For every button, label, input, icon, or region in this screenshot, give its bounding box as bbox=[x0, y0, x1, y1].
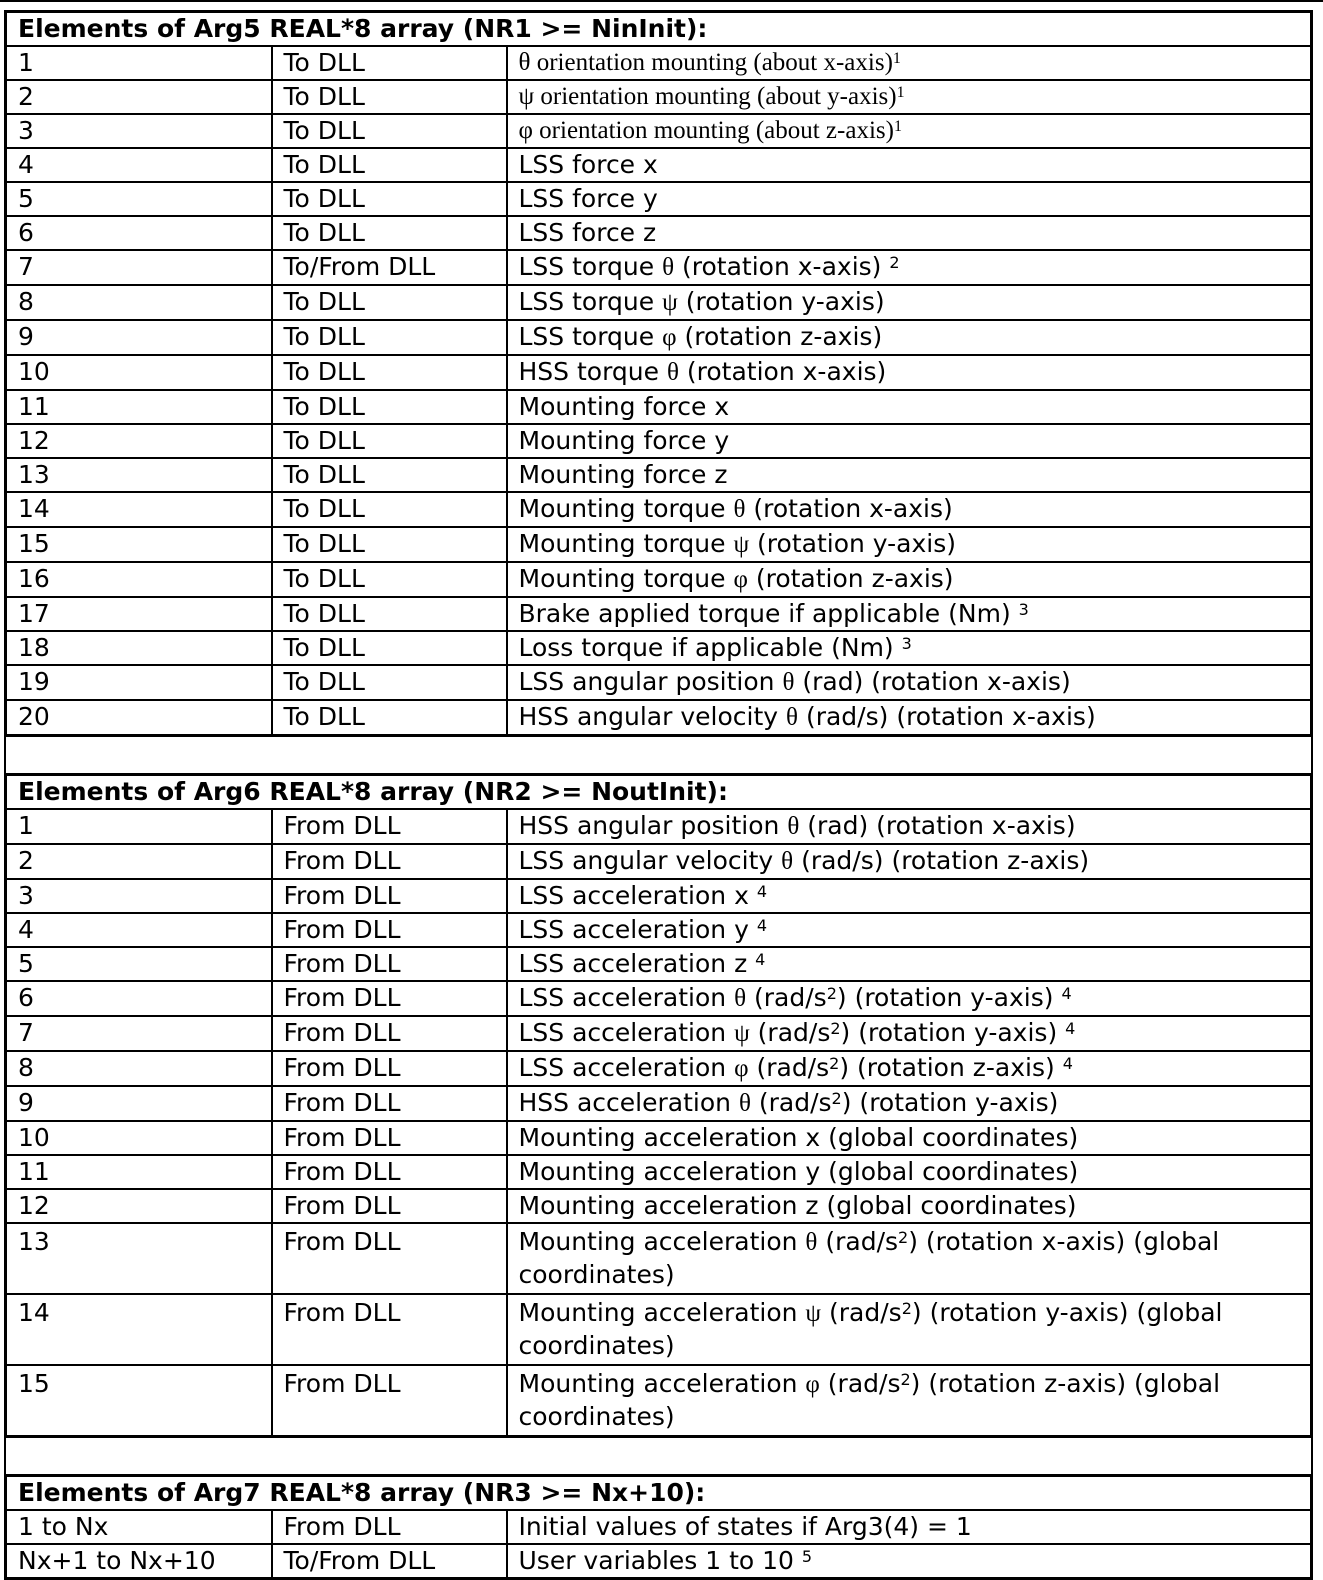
description-text: Mounting torque bbox=[518, 529, 734, 558]
description-text: ) (rotation y-axis) bbox=[841, 1088, 1059, 1117]
description-text: φ orientation mounting (about z-axis) bbox=[518, 117, 894, 144]
footnote-superscript: 2 bbox=[829, 1054, 840, 1073]
cell-direction: From DLL bbox=[272, 913, 507, 947]
description-text: LSS acceleration x bbox=[518, 881, 757, 910]
description-text: ) (rotation y-axis) bbox=[836, 983, 1062, 1012]
table-row bbox=[6, 1086, 1312, 1121]
description-text: ψ orientation mounting (about y-axis) bbox=[518, 83, 897, 110]
cell-direction: To DLL bbox=[272, 390, 507, 424]
description-text: LSS acceleration z bbox=[518, 949, 756, 978]
cell-description bbox=[507, 80, 1312, 114]
description-text: (rotation y-axis) bbox=[749, 529, 957, 558]
cell-description bbox=[507, 809, 1312, 844]
cell-description bbox=[507, 665, 1312, 700]
description-text: ) (rotation x-axis) (global coordinates) bbox=[518, 1227, 1220, 1289]
table-gap bbox=[4, 1438, 1313, 1474]
description-text: (rad) (rotation x-axis) bbox=[794, 667, 1071, 696]
cell-element-index: 3 bbox=[6, 879, 272, 913]
cell-direction: To DLL bbox=[272, 320, 507, 355]
description-text: HSS angular velocity bbox=[518, 702, 787, 731]
table-row bbox=[6, 1155, 1312, 1189]
cell-direction: To/From DLL bbox=[272, 250, 507, 285]
description-text: (rad/s bbox=[821, 1298, 902, 1327]
document bbox=[4, 10, 1313, 1580]
table-row bbox=[6, 1510, 1312, 1544]
top-edge-rule bbox=[0, 0, 1323, 2]
description-text: (rotation z-axis) bbox=[747, 564, 954, 593]
cell-description bbox=[507, 355, 1312, 390]
cell-element-index: 5 bbox=[6, 182, 272, 216]
table-row bbox=[6, 1189, 1312, 1223]
cell-direction: From DLL bbox=[272, 809, 507, 844]
description-text: Loss torque if applicable (Nm) bbox=[518, 633, 902, 662]
description-text: LSS torque bbox=[518, 322, 663, 351]
cell-direction: To DLL bbox=[272, 285, 507, 320]
description-text: (rad/s bbox=[746, 983, 827, 1012]
cell-direction: From DLL bbox=[272, 1189, 507, 1223]
table-row bbox=[6, 631, 1312, 665]
table-title: Elements of Arg7 REAL*8 array (NR3 >= Nx+10): bbox=[6, 1476, 1312, 1511]
description-text: LSS angular velocity bbox=[518, 846, 782, 875]
table-title: Elements of Arg6 REAL*8 array (NR2 >= NoutInit): bbox=[6, 775, 1312, 810]
cell-element-index: 13 bbox=[6, 1223, 272, 1294]
cell-element-index: 15 bbox=[6, 527, 272, 562]
cell-direction: To DLL bbox=[272, 527, 507, 562]
cell-direction: From DLL bbox=[272, 981, 507, 1016]
table-row bbox=[6, 1223, 1312, 1294]
cell-direction: To DLL bbox=[272, 424, 507, 458]
cell-direction: To DLL bbox=[272, 597, 507, 631]
description-text: (rad/s bbox=[750, 1088, 832, 1117]
cell-element-index: 14 bbox=[6, 492, 272, 527]
cell-element-index: 8 bbox=[6, 1051, 272, 1086]
cell-description bbox=[507, 1510, 1312, 1544]
cell-description bbox=[507, 981, 1312, 1016]
cell-description bbox=[507, 879, 1312, 913]
cell-description bbox=[507, 1544, 1312, 1579]
cell-direction: From DLL bbox=[272, 1510, 507, 1544]
table-title-row bbox=[6, 12, 1312, 47]
cell-direction: From DLL bbox=[272, 1121, 507, 1155]
greek-letter: θ bbox=[782, 669, 795, 696]
cell-description bbox=[507, 562, 1312, 597]
description-text: Mounting acceleration y (global coordinates) bbox=[518, 1157, 1079, 1186]
table-row bbox=[6, 320, 1312, 355]
cell-description bbox=[507, 1051, 1312, 1086]
description-text: (rad/s bbox=[817, 1227, 899, 1256]
table-row bbox=[6, 947, 1312, 981]
cell-description bbox=[507, 1365, 1312, 1437]
description-text: (rotation z-axis) bbox=[676, 322, 883, 351]
footnote-superscript: 4 bbox=[756, 882, 767, 901]
table-row bbox=[6, 1016, 1312, 1051]
description-text: (rotation x-axis) bbox=[745, 494, 953, 523]
cell-description bbox=[507, 1294, 1312, 1365]
cell-description bbox=[507, 492, 1312, 527]
table-row bbox=[6, 809, 1312, 844]
cell-description bbox=[507, 320, 1312, 355]
table-row bbox=[6, 216, 1312, 250]
table-row bbox=[6, 355, 1312, 390]
table-row bbox=[6, 981, 1312, 1016]
table-row bbox=[6, 700, 1312, 736]
footnote-superscript: 3 bbox=[901, 634, 912, 653]
cell-description bbox=[507, 390, 1312, 424]
description-text: Mounting acceleration z (global coordinates) bbox=[518, 1191, 1077, 1220]
description-text: Mounting acceleration bbox=[518, 1298, 806, 1327]
cell-direction: From DLL bbox=[272, 947, 507, 981]
description-text: Initial values of states if Arg3(4) = 1 bbox=[518, 1512, 972, 1541]
cell-direction: To DLL bbox=[272, 492, 507, 527]
elements-table-arg6 bbox=[4, 773, 1313, 1438]
footnote-superscript: 4 bbox=[1065, 1019, 1076, 1038]
greek-letter: ψ bbox=[733, 531, 750, 558]
cell-direction: To DLL bbox=[272, 216, 507, 250]
cell-direction: From DLL bbox=[272, 1086, 507, 1121]
description-text: θ orientation mounting (about x-axis) bbox=[518, 49, 893, 76]
footnote-superscript: 2 bbox=[830, 1019, 841, 1038]
description-text: ) (rotation y-axis) bbox=[840, 1018, 1066, 1047]
cell-element-index: 7 bbox=[6, 1016, 272, 1051]
cell-description bbox=[507, 250, 1312, 285]
cell-description bbox=[507, 1121, 1312, 1155]
table-row bbox=[6, 913, 1312, 947]
cell-description bbox=[507, 1086, 1312, 1121]
greek-letter: θ bbox=[738, 1090, 751, 1117]
cell-element-index: 4 bbox=[6, 913, 272, 947]
footnote-superscript: 2 bbox=[826, 984, 837, 1003]
cell-description bbox=[507, 114, 1312, 148]
greek-letter: θ bbox=[787, 813, 800, 840]
cell-element-index: 1 bbox=[6, 46, 272, 80]
table-row bbox=[6, 390, 1312, 424]
description-text: ) (rotation y-axis) (global coordinates) bbox=[518, 1298, 1223, 1360]
description-text: Mounting acceleration bbox=[518, 1369, 806, 1398]
description-text: LSS torque bbox=[518, 252, 663, 281]
footnote-superscript: 4 bbox=[756, 916, 767, 935]
cell-description bbox=[507, 458, 1312, 492]
cell-description bbox=[507, 148, 1312, 182]
description-text: LSS torque bbox=[518, 287, 663, 316]
elements-table-arg5 bbox=[4, 10, 1313, 737]
description-text: HSS torque bbox=[518, 357, 667, 386]
description-text: HSS acceleration bbox=[518, 1088, 739, 1117]
cell-direction: From DLL bbox=[272, 1365, 507, 1437]
greek-letter: φ bbox=[662, 324, 677, 351]
table-row bbox=[6, 148, 1312, 182]
cell-element-index: 15 bbox=[6, 1365, 272, 1437]
cell-direction: To DLL bbox=[272, 458, 507, 492]
cell-direction: To/From DLL bbox=[272, 1544, 507, 1579]
greek-letter: φ bbox=[733, 566, 748, 593]
cell-element-index: 17 bbox=[6, 597, 272, 631]
description-text: (rad) (rotation x-axis) bbox=[799, 811, 1076, 840]
description-text: (rad/s bbox=[748, 1053, 830, 1082]
greek-letter: θ bbox=[805, 1229, 818, 1256]
description-text: (rotation x-axis) bbox=[678, 357, 887, 386]
description-text: (rad/s bbox=[819, 1369, 901, 1398]
table-title-row bbox=[6, 775, 1312, 810]
description-text: (rad/s) (rotation x-axis) bbox=[798, 702, 1096, 731]
description-text: Mounting force x bbox=[518, 392, 730, 421]
cell-element-index: 1 to Nx bbox=[6, 1510, 272, 1544]
table-row bbox=[6, 250, 1312, 285]
cell-description bbox=[507, 631, 1312, 665]
cell-element-index: 3 bbox=[6, 114, 272, 148]
description-text: Brake applied torque if applicable (Nm) bbox=[518, 599, 1019, 628]
cell-direction: From DLL bbox=[272, 844, 507, 879]
greek-letter: φ bbox=[805, 1371, 820, 1398]
greek-letter: θ bbox=[662, 254, 675, 281]
table-row bbox=[6, 492, 1312, 527]
cell-direction: To DLL bbox=[272, 665, 507, 700]
cell-element-index: 2 bbox=[6, 80, 272, 114]
table-row bbox=[6, 1544, 1312, 1579]
cell-direction: From DLL bbox=[272, 1294, 507, 1365]
greek-letter: φ bbox=[734, 1055, 749, 1082]
cell-description bbox=[507, 285, 1312, 320]
table-row bbox=[6, 844, 1312, 879]
table-row bbox=[6, 182, 1312, 216]
greek-letter: θ bbox=[786, 704, 798, 731]
description-text: LSS force y bbox=[518, 184, 658, 213]
table-row bbox=[6, 80, 1312, 114]
description-text: User variables 1 to 10 bbox=[518, 1546, 802, 1575]
cell-element-index: 12 bbox=[6, 1189, 272, 1223]
description-text: ) (rotation z-axis) (global coordinates) bbox=[518, 1369, 1221, 1431]
cell-description bbox=[507, 913, 1312, 947]
table-row bbox=[6, 527, 1312, 562]
cell-element-index: 8 bbox=[6, 285, 272, 320]
footnote-superscript: 4 bbox=[755, 950, 766, 969]
cell-element-index: 19 bbox=[6, 665, 272, 700]
footnote-superscript: 4 bbox=[1061, 984, 1072, 1003]
cell-direction: To DLL bbox=[272, 355, 507, 390]
description-text: LSS angular position bbox=[518, 667, 783, 696]
cell-description bbox=[507, 182, 1312, 216]
description-text: (rad/s bbox=[749, 1018, 831, 1047]
description-text: Mounting force y bbox=[518, 426, 730, 455]
table-row bbox=[6, 285, 1312, 320]
footnote-superscript: 2 bbox=[831, 1089, 842, 1108]
footnote-superscript: 4 bbox=[1062, 1054, 1073, 1073]
cell-element-index: 7 bbox=[6, 250, 272, 285]
cell-direction: To DLL bbox=[272, 148, 507, 182]
description-text: ) (rotation z-axis) bbox=[839, 1053, 1063, 1082]
cell-description bbox=[507, 527, 1312, 562]
table-row bbox=[6, 424, 1312, 458]
footnote-superscript: 1 bbox=[892, 50, 901, 67]
description-text: LSS acceleration y bbox=[518, 915, 757, 944]
cell-element-index: 14 bbox=[6, 1294, 272, 1365]
cell-description bbox=[507, 700, 1312, 736]
table-row bbox=[6, 1051, 1312, 1086]
elements-table-arg7 bbox=[4, 1474, 1313, 1580]
description-text: Mounting force z bbox=[518, 460, 728, 489]
description-text: Mounting acceleration x (global coordinates) bbox=[518, 1123, 1079, 1152]
cell-description bbox=[507, 424, 1312, 458]
cell-element-index: 5 bbox=[6, 947, 272, 981]
greek-letter: θ bbox=[666, 359, 679, 386]
cell-direction: From DLL bbox=[272, 1155, 507, 1189]
cell-element-index: 11 bbox=[6, 1155, 272, 1189]
cell-direction: From DLL bbox=[272, 1016, 507, 1051]
table-title-row bbox=[6, 1476, 1312, 1511]
cell-direction: To DLL bbox=[272, 80, 507, 114]
cell-description bbox=[507, 1155, 1312, 1189]
table-row bbox=[6, 665, 1312, 700]
footnote-superscript: 3 bbox=[1018, 600, 1029, 619]
greek-letter: ψ bbox=[662, 289, 678, 316]
cell-direction: To DLL bbox=[272, 182, 507, 216]
cell-element-index: 1 bbox=[6, 809, 272, 844]
cell-element-index: 4 bbox=[6, 148, 272, 182]
cell-element-index: 18 bbox=[6, 631, 272, 665]
table-row bbox=[6, 562, 1312, 597]
cell-element-index: 12 bbox=[6, 424, 272, 458]
table-row bbox=[6, 597, 1312, 631]
description-text: Mounting torque bbox=[518, 494, 734, 523]
cell-direction: From DLL bbox=[272, 1223, 507, 1294]
cell-description bbox=[507, 1189, 1312, 1223]
cell-description bbox=[507, 844, 1312, 879]
footnote-superscript: 1 bbox=[893, 118, 902, 135]
table-row bbox=[6, 114, 1312, 148]
cell-element-index: 6 bbox=[6, 981, 272, 1016]
cell-direction: To DLL bbox=[272, 114, 507, 148]
description-text: (rotation x-axis) bbox=[674, 252, 890, 281]
greek-letter: θ bbox=[733, 496, 746, 523]
cell-direction: To DLL bbox=[272, 46, 507, 80]
cell-element-index: 9 bbox=[6, 1086, 272, 1121]
cell-element-index: Nx+1 to Nx+10 bbox=[6, 1544, 272, 1579]
footnote-superscript: 2 bbox=[889, 253, 900, 272]
cell-direction: From DLL bbox=[272, 1051, 507, 1086]
table-row bbox=[6, 1365, 1312, 1437]
greek-letter: ψ bbox=[805, 1300, 822, 1327]
description-text: (rad/s) (rotation z-axis) bbox=[793, 846, 1090, 875]
cell-element-index: 11 bbox=[6, 390, 272, 424]
table-row bbox=[6, 1121, 1312, 1155]
table-row bbox=[6, 458, 1312, 492]
description-text: HSS angular position bbox=[518, 811, 788, 840]
table-row bbox=[6, 46, 1312, 80]
cell-element-index: 2 bbox=[6, 844, 272, 879]
greek-letter: θ bbox=[734, 985, 747, 1012]
footnote-superscript: 2 bbox=[900, 1370, 911, 1389]
cell-description bbox=[507, 597, 1312, 631]
cell-element-index: 9 bbox=[6, 320, 272, 355]
cell-description bbox=[507, 1223, 1312, 1294]
cell-description bbox=[507, 216, 1312, 250]
cell-direction: To DLL bbox=[272, 631, 507, 665]
greek-letter: θ bbox=[781, 848, 794, 875]
description-text: LSS acceleration bbox=[518, 983, 735, 1012]
description-text: Mounting acceleration bbox=[518, 1227, 806, 1256]
cell-direction: From DLL bbox=[272, 879, 507, 913]
cell-element-index: 16 bbox=[6, 562, 272, 597]
cell-element-index: 20 bbox=[6, 700, 272, 736]
cell-description bbox=[507, 1016, 1312, 1051]
footnote-superscript: 2 bbox=[901, 1299, 912, 1318]
table-row bbox=[6, 879, 1312, 913]
footnote-superscript: 5 bbox=[801, 1547, 813, 1566]
footnote-superscript: 1 bbox=[896, 84, 905, 101]
table-row bbox=[6, 1294, 1312, 1365]
cell-element-index: 6 bbox=[6, 216, 272, 250]
table-title: Elements of Arg5 REAL*8 array (NR1 >= NinInit): bbox=[6, 12, 1312, 47]
description-text: Mounting torque bbox=[518, 564, 734, 593]
footnote-superscript: 2 bbox=[898, 1228, 909, 1247]
description-text: LSS acceleration bbox=[518, 1053, 735, 1082]
cell-element-index: 13 bbox=[6, 458, 272, 492]
description-text: LSS acceleration bbox=[518, 1018, 735, 1047]
cell-direction: To DLL bbox=[272, 562, 507, 597]
description-text: LSS force x bbox=[518, 150, 658, 179]
cell-description bbox=[507, 46, 1312, 80]
greek-letter: ψ bbox=[734, 1020, 750, 1047]
description-text: (rotation y-axis) bbox=[677, 287, 885, 316]
cell-element-index: 10 bbox=[6, 355, 272, 390]
cell-description bbox=[507, 947, 1312, 981]
cell-direction: To DLL bbox=[272, 700, 507, 736]
cell-element-index: 10 bbox=[6, 1121, 272, 1155]
table-gap bbox=[4, 737, 1313, 773]
description-text: LSS force z bbox=[518, 218, 657, 247]
